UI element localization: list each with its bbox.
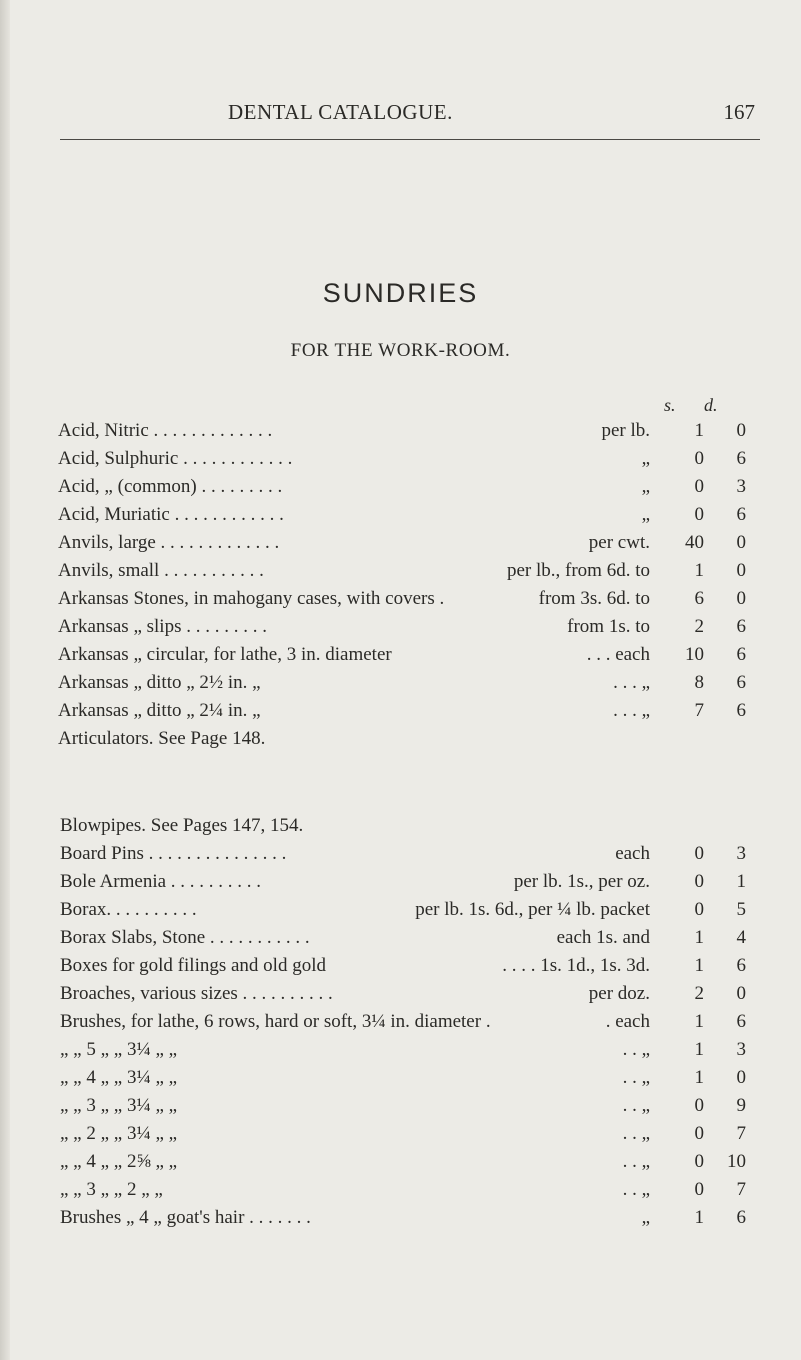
price-row	[58, 815, 758, 843]
price-shillings: 0	[694, 1151, 704, 1172]
item-description: Boxes for gold filings and old gold	[60, 955, 326, 976]
price-pence: 6	[736, 1011, 746, 1032]
price-pence: 6	[736, 616, 746, 637]
price-row	[58, 504, 758, 532]
price-row	[58, 955, 758, 983]
item-rate: per cwt.	[588, 532, 650, 553]
item-description: Bole Armenia . . . . . . . . . .	[60, 871, 262, 892]
price-pence: 7	[736, 1179, 746, 1200]
price-pence: 10	[727, 1151, 746, 1172]
price-row	[58, 899, 758, 927]
price-row	[58, 532, 758, 560]
item-description: „ „ 2 „ „ 3¼ „ „	[60, 1123, 178, 1144]
item-description: Anvils, large . . . . . . . . . . . . .	[58, 532, 280, 553]
page-spine-shadow	[0, 0, 10, 1360]
price-shillings: 6	[694, 588, 704, 609]
price-row	[58, 1039, 758, 1067]
item-rate: each	[615, 843, 650, 864]
price-shillings: 1	[694, 1207, 704, 1228]
price-shillings: 0	[694, 1095, 704, 1116]
item-description: „ „ 4 „ „ 3¼ „ „	[60, 1067, 178, 1088]
item-rate: „	[641, 476, 650, 497]
item-rate: . . . „	[613, 672, 650, 693]
price-pence: 6	[736, 955, 746, 976]
price-row	[58, 1095, 758, 1123]
price-pence: 9	[736, 1095, 746, 1116]
item-description: Board Pins . . . . . . . . . . . . . . .	[60, 843, 287, 864]
price-pence: 6	[736, 672, 746, 693]
item-rate: . . . . 1s. 1d., 1s. 3d.	[502, 955, 650, 976]
item-description: Borax. . . . . . . . . .	[60, 899, 197, 920]
price-pence: 4	[736, 927, 746, 948]
item-rate: „	[641, 1207, 650, 1228]
price-row	[58, 728, 758, 756]
price-shillings: 1	[694, 560, 704, 581]
price-row	[58, 1179, 758, 1207]
price-pence: 3	[736, 1039, 746, 1060]
item-description: „ „ 5 „ „ 3¼ „ „	[60, 1039, 178, 1060]
item-rate: . . . each	[586, 644, 650, 665]
price-row	[58, 1123, 758, 1151]
price-shillings: 0	[694, 871, 704, 892]
item-rate: per doz.	[588, 983, 650, 1004]
price-shillings: 8	[694, 672, 704, 693]
price-row	[58, 1151, 758, 1179]
page-header	[60, 100, 760, 130]
price-pence: 6	[736, 504, 746, 525]
price-pence: 0	[736, 560, 746, 581]
item-description: „ „ 3 „ „ 3¼ „ „	[60, 1095, 178, 1116]
price-pence: 0	[736, 983, 746, 1004]
price-pence: 0	[736, 588, 746, 609]
price-shillings: 2	[694, 616, 704, 637]
price-row	[58, 476, 758, 504]
price-shillings: 1	[694, 1011, 704, 1032]
price-shillings: 1	[694, 927, 704, 948]
price-pence: 1	[736, 871, 746, 892]
price-pence: 6	[736, 700, 746, 721]
price-row	[58, 560, 758, 588]
price-row	[58, 420, 758, 448]
item-description: Acid, Sulphuric . . . . . . . . . . . .	[58, 448, 293, 469]
price-shillings: 40	[685, 532, 704, 553]
section-subtitle: FOR THE WORK-ROOM.	[290, 340, 511, 361]
price-pence: 3	[736, 843, 746, 864]
price-row	[58, 843, 758, 871]
price-pence: 0	[736, 532, 746, 553]
item-description: Broaches, various sizes . . . . . . . . . .	[60, 983, 333, 1004]
price-shillings: 0	[694, 899, 704, 920]
running-title: DENTAL CATALOGUE.	[228, 100, 453, 124]
price-pence: 3	[736, 476, 746, 497]
item-rate: . . „	[622, 1151, 650, 1172]
price-row	[58, 927, 758, 955]
item-rate: . . „	[622, 1039, 650, 1060]
price-shillings: 7	[694, 700, 704, 721]
item-description: Blowpipes. See Pages 147, 154.	[60, 815, 304, 836]
item-rate: per lb., from 6d. to	[506, 560, 650, 581]
item-rate: from 1s. to	[567, 616, 650, 637]
item-description: Acid, Nitric . . . . . . . . . . . . .	[58, 420, 273, 441]
item-rate: each 1s. and	[556, 927, 650, 948]
price-pence: 7	[736, 1123, 746, 1144]
item-description: „ „ 3 „ „ 2 „ „	[60, 1179, 163, 1200]
price-shillings: 1	[694, 420, 704, 441]
price-row	[58, 644, 758, 672]
price-row	[58, 871, 758, 899]
price-pence: 0	[736, 1067, 746, 1088]
price-shillings: 0	[694, 504, 704, 525]
column-header-shillings: s.	[664, 395, 676, 415]
price-row	[58, 1011, 758, 1039]
price-shillings: 1	[694, 1067, 704, 1088]
item-rate: . . . „	[613, 700, 650, 721]
item-rate: . each	[605, 1011, 650, 1032]
column-header-pence: d.	[704, 395, 718, 415]
price-shillings: 1	[694, 955, 704, 976]
page-number: 167	[723, 100, 755, 124]
price-shillings: 10	[685, 644, 704, 665]
price-row	[58, 1067, 758, 1095]
header-rule	[60, 139, 760, 140]
item-description: Arkansas „ ditto „ 2¼ in. „	[58, 700, 261, 721]
price-pence: 5	[736, 899, 746, 920]
item-description: Arkansas Stones, in mahogany cases, with covers .	[58, 588, 445, 609]
price-row	[58, 588, 758, 616]
price-row	[58, 616, 758, 644]
item-description: Arkansas „ slips . . . . . . . . .	[58, 616, 267, 637]
item-rate: . . „	[622, 1179, 650, 1200]
price-pence: 6	[736, 448, 746, 469]
item-rate: . . „	[622, 1095, 650, 1116]
item-rate: . . „	[622, 1123, 650, 1144]
price-pence: 6	[736, 1207, 746, 1228]
item-description: Anvils, small . . . . . . . . . . .	[58, 560, 264, 581]
price-shillings: 2	[694, 983, 704, 1004]
item-description: Articulators. See Page 148.	[58, 728, 266, 749]
price-row	[58, 1207, 758, 1235]
price-pence: 6	[736, 644, 746, 665]
price-row	[58, 448, 758, 476]
price-shillings: 0	[694, 476, 704, 497]
item-rate: „	[641, 448, 650, 469]
item-rate: from 3s. 6d. to	[538, 588, 650, 609]
price-row	[58, 700, 758, 728]
item-description: Acid, Muriatic . . . . . . . . . . . .	[58, 504, 284, 525]
item-rate: „	[641, 504, 650, 525]
item-description: Brushes, for lathe, 6 rows, hard or soft, 3¼ in. diameter .	[60, 1011, 491, 1032]
item-rate: per lb. 1s., per oz.	[513, 871, 650, 892]
price-shillings: 0	[694, 1123, 704, 1144]
price-pence: 0	[736, 420, 746, 441]
item-description: Acid, „ (common) . . . . . . . . .	[58, 476, 283, 497]
price-row	[58, 983, 758, 1011]
price-shillings: 0	[694, 843, 704, 864]
price-shillings: 0	[694, 1179, 704, 1200]
item-description: „ „ 4 „ „ 2⅝ „ „	[60, 1151, 178, 1172]
item-rate: per lb. 1s. 6d., per ¼ lb. packet	[415, 899, 650, 920]
price-row	[58, 672, 758, 700]
price-shillings: 1	[694, 1039, 704, 1060]
price-shillings: 0	[694, 448, 704, 469]
section-title: SUNDRIES	[322, 278, 479, 308]
item-rate: per lb.	[601, 420, 650, 441]
item-description: Arkansas „ circular, for lathe, 3 in. diameter	[58, 644, 392, 665]
item-description: Arkansas „ ditto „ 2½ in. „	[58, 672, 261, 693]
item-rate: . . „	[622, 1067, 650, 1088]
item-description: Brushes „ 4 „ goat's hair . . . . . . .	[60, 1207, 311, 1228]
item-description: Borax Slabs, Stone . . . . . . . . . . .	[60, 927, 310, 948]
